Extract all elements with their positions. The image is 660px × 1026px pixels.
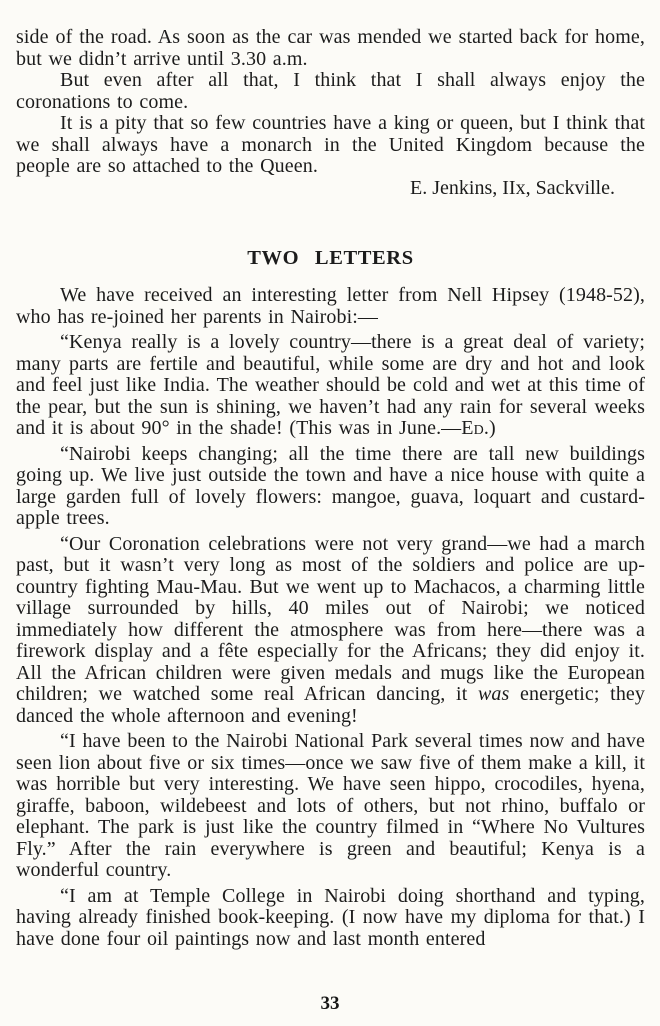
editor-note-smallcaps: Ed. — [461, 417, 489, 439]
letter-paragraph-nairobi: “Nairobi keeps changing; all the time there are tall new buildings going up. We live just outside the town and have a nice house with quite a large garden full of lovely flowers: mangoe, guava, loquart and custard-apple trees. — [16, 442, 645, 529]
letter-paragraph-coronation — [16, 534, 645, 728]
letter-paragraph-temple-college: “I am at Temple College in Nairobi doing shorthand and typing, having already finished book-keeping. (I now have my diploma for that.) I have done four oil paintings now and last month entered — [16, 884, 645, 950]
paragraph-continuation: side of the road. As soon as the car was mended we started back for home, but we didn’t arrive until 3.30 a.m. — [16, 26, 645, 70]
text-segment: “Our Coronation celebrations were not very grand—we had a march past, but it wasn’t very long as most of the soldiers and police are up-country fighting Mau-Mau. But we went up to Machacos, a charming little village surrounded by hills, 40 miles out of Nairobi; we noticed immediately how different the atmosphere was from here—there was a firework display and a fête especially for the Africans; they did enjoy it. All the African children were given medals and mugs like the European children; we watched some real African dancing, it — [16, 532, 645, 705]
text-segment: ) — [488, 417, 496, 439]
author-signature: E. Jenkins, IIx, Sackville. — [410, 176, 615, 199]
text-segment: “Kenya really is a lovely country—there is a great deal of variety; many parts are fertile and beautiful, while some are dry and hot and look and feel just like India. The weather should be cold and wet at this time of the pear, but the sun is shining, we haven’t had any rain for several weeks and it is about 90° in the shade! (This was in June.— — [16, 331, 645, 439]
page-content — [16, 27, 645, 950]
italic-word: was — [477, 683, 510, 705]
text-segment: energetic; they danced the whole afternoon and evening! — [16, 683, 645, 727]
article-heading: TWO LETTERS — [247, 247, 414, 269]
letter-paragraph-kenya — [16, 332, 645, 440]
page-number: 33 — [320, 993, 340, 1014]
paragraph: It is a pity that so few countries have a king or queen, but I think that we shall always have a monarch in the United Kingdom because the people are so attached to the Queen. — [16, 112, 645, 177]
paragraph: But even after all that, I think that I shall always enjoy the coronations to come. — [16, 69, 645, 113]
intro-paragraph: We have received an interesting letter from Nell Hipsey (1948-52), who has re-joined her parents in Nairobi:— — [16, 284, 645, 328]
letter-paragraph-national-park: “I have been to the Nairobi National Park several times now and have seen lion about five or six times—once we saw five of them make a kill, it was horrible but very interesting. We have seen hippo, crocodiles, hyena, giraffe, baboon, wildebeest and lots of others, but not rhino, buffalo or elephant. The park is just like the country filmed in “Where No Vultures Fly.” After the rain everywhere is green and beautiful; Kenya is a wonderful country. — [16, 730, 645, 881]
